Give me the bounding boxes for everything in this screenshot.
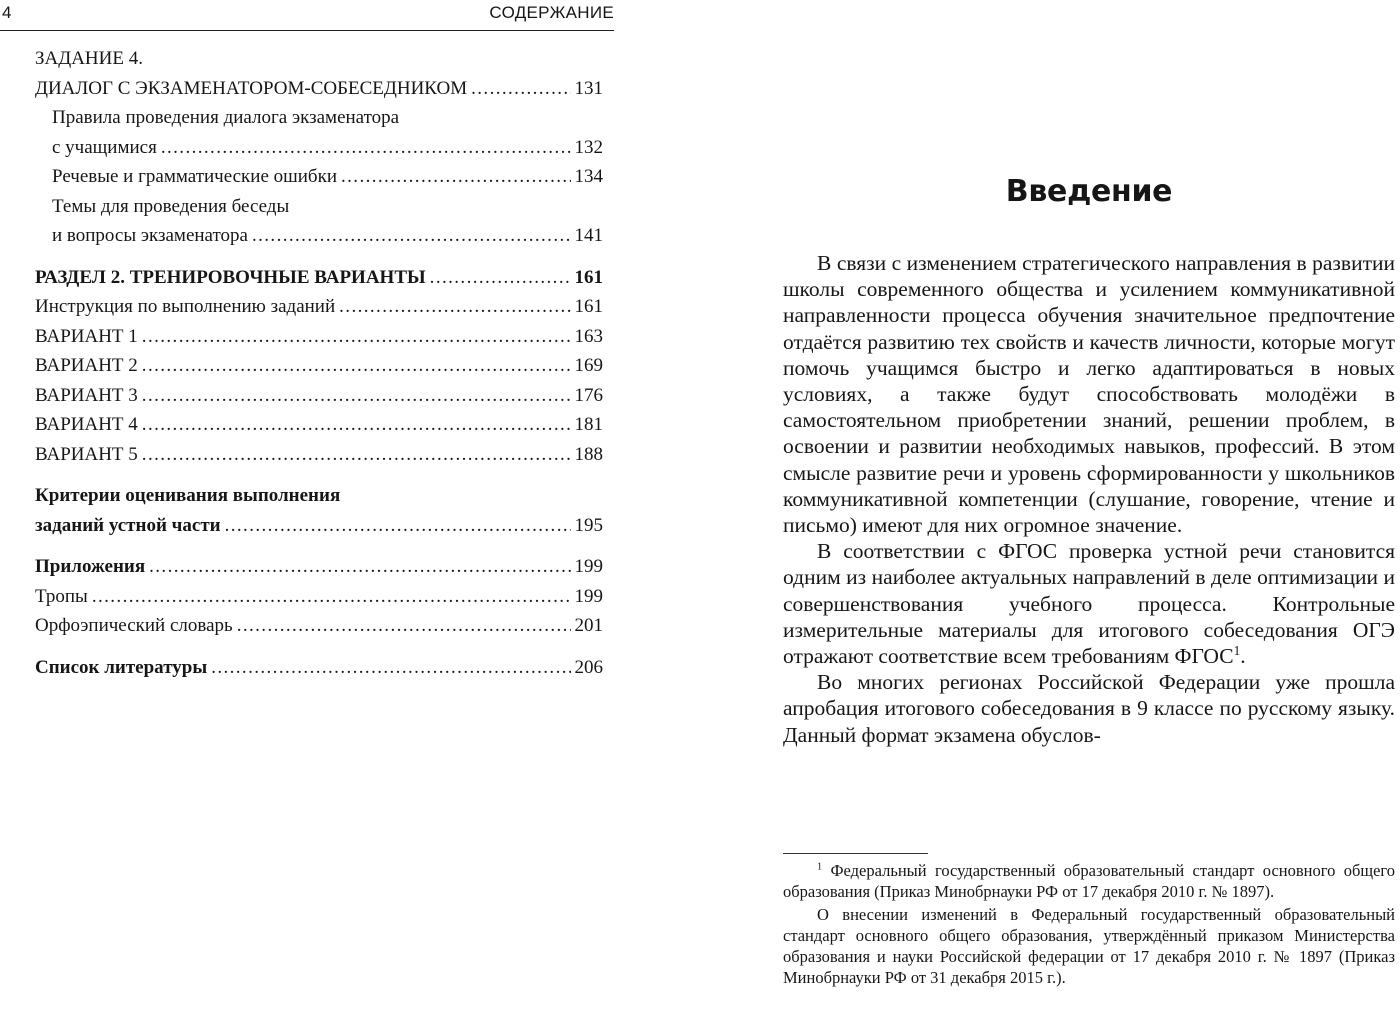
toc-section-label: РАЗДЕЛ 2. ТРЕНИРОВОЧНЫЕ ВАРИАНТЫ	[35, 266, 426, 288]
toc-entry-variant-5[interactable]	[35, 440, 603, 470]
leader-dots	[161, 133, 571, 163]
leader-dots	[341, 162, 571, 192]
toc-entry-label-line1: Темы для проведения беседы	[52, 195, 290, 217]
toc-entry-label: ВАРИАНТ 3	[35, 384, 138, 406]
leader-dots	[149, 552, 570, 582]
toc-entry-appendix[interactable]	[35, 552, 603, 582]
toc-entry-label: Приложения	[35, 556, 146, 577]
paragraph-2	[783, 538, 1395, 669]
paragraph-2-text: В соответствии с ФГОС проверка устной речи становится одним из наиболее актуальных направлений в деле оптимизации и совершенствования учебного процесса. Контрольные измерительные материалы для итогового собеседования ОГЭ отражают соответствие всем требованиям ФГОС	[783, 539, 1395, 669]
toc-page-number: 188	[574, 443, 603, 465]
toc-entry-criteria[interactable]	[35, 511, 603, 541]
toc-entry-conversation-topics[interactable]	[52, 221, 603, 251]
toc-section-2[interactable]	[35, 263, 603, 293]
toc-entry-label: ВАРИАНТ 4	[35, 414, 138, 435]
toc-page-number: 169	[574, 355, 603, 376]
paragraph-3: Во многих регионах Российской Федерации уже прошла апробация итогового собеседования в 9 классе по русскому языку. Данный формат экзамена обуслов-	[783, 670, 1395, 747]
toc-page-number: 176	[574, 384, 603, 406]
toc-page-number: 161	[574, 266, 603, 288]
page-number: 4	[2, 3, 12, 22]
leader-dots	[225, 511, 571, 541]
footnote-1	[783, 860, 1395, 902]
leader-dots	[142, 351, 571, 381]
chapter-title: Введение	[1005, 174, 1173, 209]
toc-page-number: 161	[574, 296, 603, 317]
toc-entry-literature[interactable]	[35, 653, 603, 683]
toc-entry-label: с учащимися	[52, 136, 157, 158]
toc-entry-variant-3[interactable]	[35, 381, 603, 411]
leader-dots	[237, 611, 571, 641]
toc-entry-tropes[interactable]	[35, 582, 603, 612]
toc-entry-label: Список литературы	[35, 656, 208, 678]
footnotes	[783, 860, 1395, 990]
leader-dots	[142, 381, 571, 411]
body-text	[783, 250, 1395, 748]
toc-entry-instructions[interactable]	[35, 292, 603, 322]
toc-task4-title[interactable]	[35, 74, 603, 104]
toc-entry-orthoepic-dictionary[interactable]	[35, 611, 603, 641]
toc-page-number: 132	[574, 136, 603, 158]
toc-task4-title-line1: ЗАДАНИЕ 4.	[35, 48, 143, 69]
toc-criteria-line1: Критерии оценивания выполнения	[35, 485, 341, 506]
toc-entry-dialog-rules[interactable]	[52, 133, 603, 163]
toc-entry-label: Орфоэпический словарь	[35, 615, 233, 636]
toc-page-number: 199	[574, 585, 603, 607]
leader-dots	[430, 263, 571, 293]
paragraph-2-end: .	[1240, 644, 1246, 669]
toc-entry-variant-1[interactable]	[35, 322, 603, 352]
footnote-1-continuation: О внесении изменений в Федеральный государственный образовательный стандарт основного общего образования, утверждённый приказом Министерства образования и науки Российской федерации от 17 декабря 2010 г. № 1897 (Приказ Минобрнауки РФ от 31 декабря 2015 г.).	[783, 905, 1395, 987]
running-title: СОДЕРЖАНИЕ	[489, 3, 614, 22]
toc-entry-label: Инструкция по выполнению заданий	[35, 296, 336, 317]
toc-entry-label: Речевые и грамматические ошибки	[52, 166, 337, 187]
toc-page-number: 206	[574, 656, 603, 678]
toc-page-number: 134	[574, 166, 603, 187]
leader-dots	[142, 440, 571, 470]
leader-dots	[339, 292, 570, 322]
leader-dots	[92, 582, 571, 612]
footnote-marker[interactable]: 1	[1233, 642, 1241, 658]
leader-dots	[142, 322, 571, 352]
paragraph-1: В связи с изменением стратегического направления в развитии школы современного общества и усилением коммуникативной направленности процесса обучения значительное предпочтение отдаётся развитию тех свойств и качеств личности, которые могут помочь учащимся быстро и легко адаптироваться в новых условиях, а также будут способствовать молодёжи в самостоятельном приобретении знаний, решении проблем, в освоении и развитии необходимых навыков, профессий. В этом смысле развитие речи и уровень сформированности у школьников коммуникативной компетенции (слушание, говорение, чтение и письмо) имеют для них огромное значение.	[783, 251, 1395, 538]
toc-page-number: 131	[574, 77, 603, 99]
table-of-contents	[35, 44, 603, 682]
toc-entry-label: Тропы	[35, 585, 88, 607]
toc-page-number: 195	[574, 514, 603, 536]
toc-task4-subsection	[35, 103, 603, 251]
toc-entry-label: заданий устной части	[35, 514, 221, 536]
leader-dots	[252, 221, 571, 251]
toc-page-number: 201	[574, 615, 603, 636]
toc-page-number: 141	[574, 225, 603, 246]
toc-page-number: 199	[574, 556, 603, 577]
leader-dots	[471, 74, 570, 104]
toc-entry-label: ВАРИАНТ 2	[35, 355, 138, 376]
toc-entry-label: ВАРИАНТ 1	[35, 325, 138, 347]
toc-entry-variant-2[interactable]	[35, 351, 603, 381]
footnote-number: 1	[817, 861, 823, 873]
toc-entry-label: ДИАЛОГ С ЭКЗАМЕНАТОРОМ-СОБЕСЕДНИКОМ	[35, 77, 468, 99]
toc-entry-label-line1: Правила проведения диалога экзаменатора	[52, 107, 400, 128]
toc-page-number: 163	[574, 325, 603, 347]
footnote-divider	[783, 853, 928, 854]
footnote-1-text: Федеральный государственный образовательный стандарт основного общего образования (Приказ Минобрнауки РФ от 17 декабря 2010 г. № 1897).	[783, 861, 1395, 901]
leader-dots	[142, 410, 571, 440]
toc-entry-label: и вопросы экзаменатора	[52, 225, 248, 246]
running-head	[0, 0, 614, 31]
toc-page-number: 181	[574, 414, 603, 435]
leader-dots	[211, 653, 570, 683]
toc-entry-variant-4[interactable]	[35, 410, 603, 440]
toc-entry-speech-errors[interactable]	[52, 162, 603, 192]
toc-entry-label: ВАРИАНТ 5	[35, 443, 138, 465]
